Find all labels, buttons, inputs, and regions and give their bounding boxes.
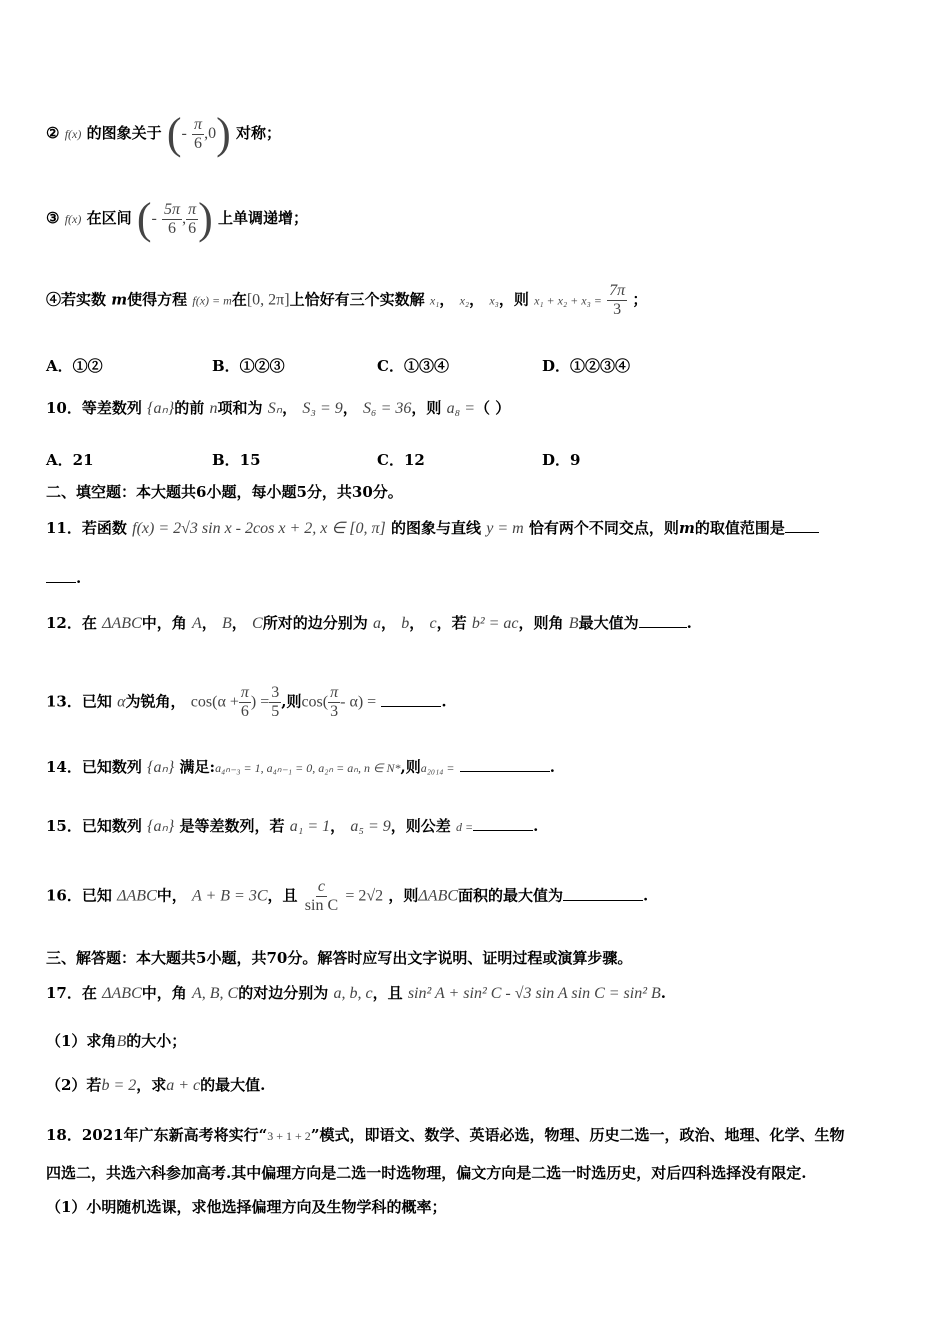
q10-choice-a: A．21 <box>46 451 94 469</box>
section-3-heading: 三、解答题：本大题共5小题，共70分。解答时应写出文字说明、证明过程或演算步骤。 <box>46 949 633 967</box>
section-2-heading: 二、填空题：本大题共6小题，每小题5分，共30分。 <box>46 483 403 501</box>
question-number: 10． <box>46 399 82 417</box>
statement-3: ③ f(x) 在区间 (- $\frac{5\pi}{6}$ , $\frac{\pi}{6}$ ) 上单调递增； <box>46 194 308 243</box>
q10-choice-c: C．12 <box>377 451 425 469</box>
fraction-pi-6: $\frac{\pi}{6}$ <box>194 115 203 152</box>
question-15: 15．已知数列 {aₙ} 是等差数列，若 a₁ = 1， a₅ = 9，则公差 d = . <box>46 817 539 835</box>
answer-blank <box>46 568 76 583</box>
question-17: 17．在 ΔABC中，角 A, B, C的对边分别为 a, b, c，且 sin² A + sin² C - √3 sin A sin C = sin² B. <box>46 984 667 1002</box>
question-11: 11．若函数 f(x) = 2√3 sin x - 2cos x + 2, x ∈ [0, π] 的图象与直线 y = m 恰有两个不同交点，则m的取值范围是 <box>46 518 819 539</box>
circle-number-3: ③ <box>46 209 60 227</box>
answer-blank <box>460 757 550 772</box>
q9-choice-a: A．①② <box>46 357 103 375</box>
answer-blank <box>639 613 687 628</box>
fraction-pi-6: $\frac{\pi}{6}$ <box>188 200 197 237</box>
question-14: 14．已知数列 {aₙ} 满足:a₄ₙ₋₃ = 1, a₄ₙ₋₁ = 0, a₂ₙ = aₙ, n ∈ N*,则a₂₀₁₄ = . <box>46 758 555 776</box>
q9-choice-b: B．①②③ <box>212 357 285 375</box>
question-17-part-2: （2）若b = 2，求a + c的最大值. <box>46 1076 266 1094</box>
question-10: 10．等差数列 {aₙ}的前 n项和为 Sₙ， S₃ = 9， S₆ = 36，则 a₈ =（ ） <box>46 399 511 417</box>
answer-blank <box>563 886 643 901</box>
question-18: 18．2021年广东新高考将实行“3 + 1 + 2”模式，即语文、数学、英语必选，物理、历史二选一，政治、地理、化学、生物 <box>46 1126 845 1144</box>
q9-choice-c: C．①③④ <box>377 357 449 375</box>
fx-label: f(x) <box>64 127 82 141</box>
answer-blank <box>785 518 819 533</box>
question-16: 16．已知 ΔABC中， A + B = 3C，且 $\frac{c}{\text{sin C}}$ = 2√2 ，则ΔABC面积的最大值为 . <box>46 878 649 914</box>
question-13: 13．已知 α为锐角， cos(α + $\frac{\pi}{6}$ ) = $\frac{3}{5}$ ,则cos( $\frac{\pi}{3}$ - α) = . <box>46 684 447 720</box>
statement-4: ④若实数 m使得方程 f(x) = m在[0, 2π]上恰好有三个实数解 x₁， x₂， x₃，则 x₁ + x₂ + x₃ = $\frac{7\pi}{3}$ ； <box>46 282 648 318</box>
question-11-continuation: . <box>46 568 81 588</box>
circle-number-2: ② <box>46 124 60 142</box>
q10-choice-b: B．15 <box>212 451 261 469</box>
question-18-line-2: 四选二，共选六科参加高考.其中偏理方向是二选一时选物理，偏文方向是二选一时选历史，对后四科选择没有限定. <box>46 1164 807 1182</box>
fraction-5pi-6: $\frac{5\pi}{6}$ <box>164 200 181 237</box>
question-18-part-1: （1）小明随机选课，求他选择偏理方向及生物学科的概率； <box>46 1198 447 1216</box>
answer-blank <box>381 692 441 707</box>
statement-2: ② f(x) 的图象关于 (- $\frac{\pi}{6}$ ,0) 对称； <box>46 109 281 158</box>
answer-blank <box>473 816 533 831</box>
question-17-part-1: （1）求角B的大小； <box>46 1032 187 1050</box>
q10-choice-d: D．9 <box>542 451 581 469</box>
circle-number-4: ④ <box>46 290 62 309</box>
fraction-7pi-3: $\frac{7\pi}{3}$ <box>609 282 626 318</box>
q9-choice-d: D．①②③④ <box>542 357 631 375</box>
question-12: 12．在 ΔABC中，角 A， B， C所对的边分别为 a， b， c，若 b² = ac，则角 B最大值为 . <box>46 614 692 632</box>
